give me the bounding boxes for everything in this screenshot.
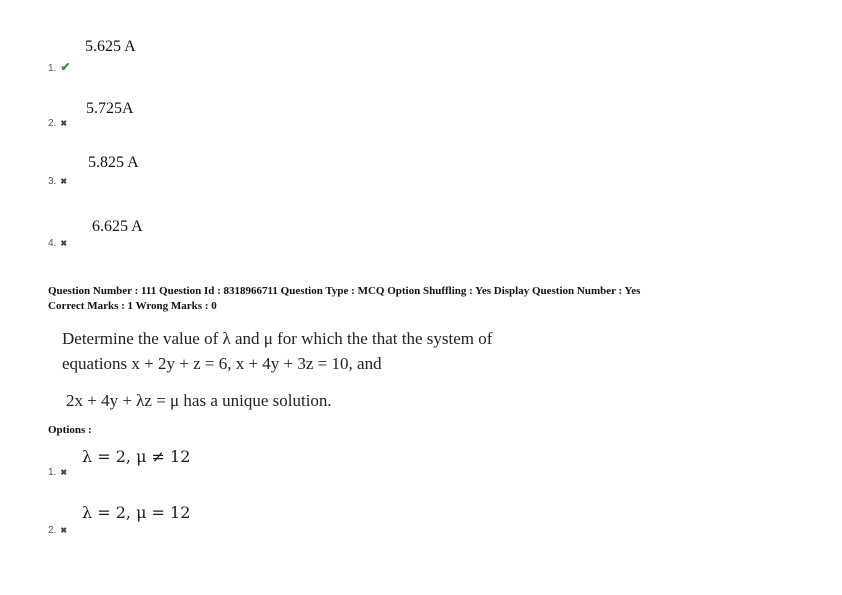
- question-text-line-1: Determine the value of λ and μ for which the that the system of: [62, 329, 493, 348]
- prev-option-1-text: 5.625 A: [85, 38, 136, 55]
- option-2-text: λ = 2, μ = 12: [82, 503, 191, 522]
- option-number: 2.: [48, 118, 57, 129]
- prev-option-3: [48, 171, 67, 189]
- cross-icon: ✖: [60, 239, 68, 248]
- option-number: 2.: [48, 525, 57, 536]
- option-1-text: λ = 2, μ ≠ 12: [82, 447, 191, 466]
- prev-option-2-text: 5.725A: [86, 100, 134, 117]
- question-marks: Correct Marks : 1 Wrong Marks : 0: [48, 300, 217, 312]
- option-number: 3.: [48, 176, 57, 187]
- cross-icon: ✖: [60, 526, 68, 535]
- option-1: [48, 462, 67, 480]
- option-number: 1.: [48, 467, 57, 478]
- prev-option-4: [48, 233, 67, 251]
- prev-option-4-text: 6.625 A: [92, 218, 143, 235]
- question-meta: Question Number : 111 Question Id : 8318966711 Question Type : MCQ Option Shuffling : Yes Display Question Number : Yes: [48, 285, 641, 297]
- cross-icon: ✖: [60, 468, 68, 477]
- question-text-line-2: equations x + 2y + z = 6, x + 4y + 3z = 10, and: [62, 354, 382, 373]
- question-text-line-3: 2x + 4y + λz = μ has a unique solution.: [66, 391, 332, 410]
- prev-option-2: [48, 113, 67, 131]
- options-label: Options :: [48, 424, 92, 436]
- cross-icon: ✖: [60, 177, 68, 186]
- check-icon: ✔: [60, 60, 71, 74]
- prev-option-3-text: 5.825 A: [88, 154, 139, 171]
- prev-option-1: [48, 58, 70, 76]
- option-number: 1.: [48, 63, 57, 74]
- cross-icon: ✖: [60, 119, 68, 128]
- option-2: [48, 520, 67, 538]
- option-number: 4.: [48, 238, 57, 249]
